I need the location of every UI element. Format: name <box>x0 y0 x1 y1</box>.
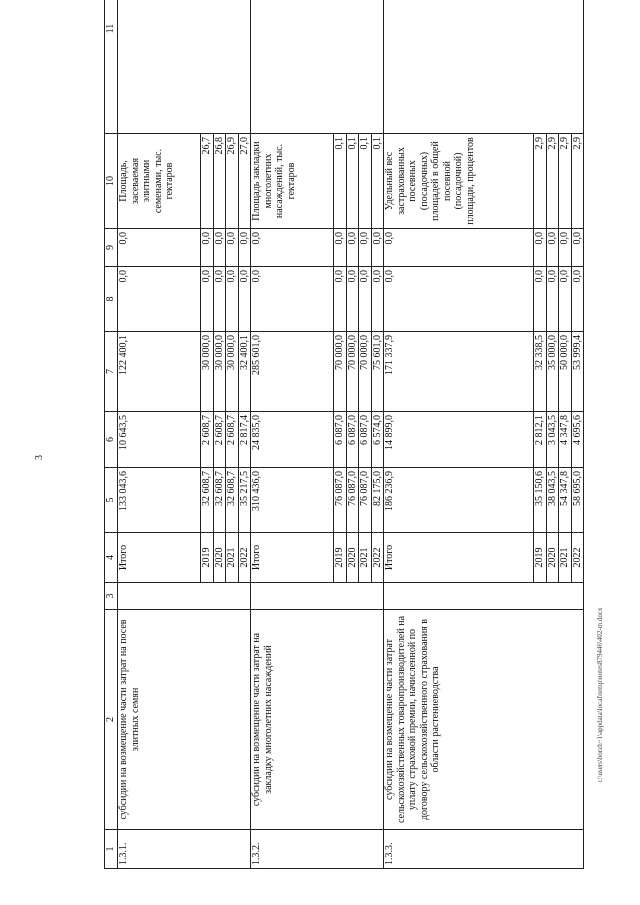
value-cell: 0,0 <box>213 229 226 267</box>
value-cell: 2,9 <box>534 134 547 229</box>
header-cell: 2 <box>105 610 118 830</box>
header-cell: 8 <box>105 267 118 332</box>
empty-cell <box>251 583 384 610</box>
year-cell: 2020 <box>213 533 226 583</box>
year-cell: 2022 <box>571 533 584 583</box>
value-cell: 38 043,5 <box>546 468 559 533</box>
total-value: 0,0 <box>251 267 334 332</box>
budget-table <box>104 0 584 869</box>
value-cell: 82 175,0 <box>371 468 384 533</box>
total-value: 310 436,0 <box>251 468 334 533</box>
total-value: 133 043,6 <box>118 468 201 533</box>
value-cell: 0,0 <box>359 267 372 332</box>
value-cell: 35 150,6 <box>534 468 547 533</box>
indicator-name: Площадь, засеваемая элитными семенами, тыс. гектаров <box>118 134 201 229</box>
year-cell: 2019 <box>534 533 547 583</box>
page-number: 3 <box>34 455 45 460</box>
value-cell: 3 043,5 <box>546 412 559 468</box>
value-cell: 26,8 <box>213 134 226 229</box>
value-cell: 0,0 <box>226 267 239 332</box>
total-value: 14 899,0 <box>384 412 534 468</box>
value-cell: 2,9 <box>546 134 559 229</box>
year-cell: 2019 <box>334 533 347 583</box>
total-value: 285 601,0 <box>251 332 334 412</box>
total-label: Итого <box>384 533 534 583</box>
value-cell: 0,0 <box>546 229 559 267</box>
value-cell: 6 087,0 <box>359 412 372 468</box>
empty-cell <box>251 0 384 134</box>
value-cell: 30 000,0 <box>201 332 214 412</box>
value-cell: 6 574,0 <box>371 412 384 468</box>
section-total-row <box>384 0 534 869</box>
value-cell: 76 087,0 <box>334 468 347 533</box>
header-cell: 11 <box>105 0 118 134</box>
value-cell: 2 812,1 <box>534 412 547 468</box>
section-code: 1.3.1. <box>118 830 251 869</box>
empty-cell <box>118 583 251 610</box>
total-value: 0,0 <box>118 267 201 332</box>
value-cell: 70 000,0 <box>334 332 347 412</box>
total-value: 186 236,9 <box>384 468 534 533</box>
file-path-footer: c:\users\borzh~1\appdata\local\temp\notes879446\402-m.docx <box>596 607 604 783</box>
value-cell: 75 601,0 <box>371 332 384 412</box>
value-cell: 0,0 <box>534 267 547 332</box>
total-value: 0,0 <box>251 229 334 267</box>
value-cell: 30 000,0 <box>226 332 239 412</box>
empty-cell <box>384 0 584 134</box>
value-cell: 0,0 <box>559 267 572 332</box>
year-cell: 2021 <box>559 533 572 583</box>
value-cell: 2 608,7 <box>201 412 214 468</box>
year-cell: 2020 <box>346 533 359 583</box>
year-cell: 2019 <box>201 533 214 583</box>
value-cell: 27,0 <box>238 134 251 229</box>
value-cell: 2,9 <box>559 134 572 229</box>
value-cell: 2 608,7 <box>226 412 239 468</box>
year-cell: 2021 <box>226 533 239 583</box>
value-cell: 0,1 <box>346 134 359 229</box>
indicator-name: Площадь закладки многолетних насаждений, тыс. гектаров <box>251 134 334 229</box>
value-cell: 4 695,6 <box>571 412 584 468</box>
section-name: субсидии на возмещение части затрат на закладку многолетних насаждений <box>251 610 384 830</box>
total-value: 0,0 <box>118 229 201 267</box>
value-cell: 26,7 <box>201 134 214 229</box>
section-total-row <box>251 0 334 869</box>
value-cell: 0,0 <box>571 229 584 267</box>
value-cell: 54 347,8 <box>559 468 572 533</box>
value-cell: 0,0 <box>334 229 347 267</box>
header-cell: 4 <box>105 533 118 583</box>
total-value: 171 337,9 <box>384 332 534 412</box>
value-cell: 0,0 <box>201 229 214 267</box>
header-cell: 3 <box>105 583 118 610</box>
value-cell: 0,0 <box>238 267 251 332</box>
value-cell: 0,0 <box>371 229 384 267</box>
value-cell: 6 087,0 <box>334 412 347 468</box>
value-cell: 32 608,7 <box>213 468 226 533</box>
section-total-row <box>118 0 201 869</box>
section-code: 1.3.2. <box>251 830 384 869</box>
indicator-name: Удельный вес застрахованных посевных (посадочных) площадей в общей посевной (посадочной) площади, процентов <box>384 134 534 229</box>
header-cell: 5 <box>105 468 118 533</box>
value-cell: 35 217,5 <box>238 468 251 533</box>
value-cell: 50 000,0 <box>559 332 572 412</box>
total-value: 24 835,0 <box>251 412 334 468</box>
value-cell: 2 817,4 <box>238 412 251 468</box>
value-cell: 26,9 <box>226 134 239 229</box>
value-cell: 2 608,7 <box>213 412 226 468</box>
value-cell: 32 608,7 <box>201 468 214 533</box>
value-cell: 4 347,8 <box>559 412 572 468</box>
year-cell: 2022 <box>371 533 384 583</box>
empty-cell <box>118 0 251 134</box>
total-value: 10 643,5 <box>118 412 201 468</box>
value-cell: 32 338,5 <box>534 332 547 412</box>
value-cell: 0,1 <box>359 134 372 229</box>
value-cell: 0,0 <box>201 267 214 332</box>
value-cell: 0,0 <box>334 267 347 332</box>
value-cell: 35 000,0 <box>546 332 559 412</box>
section-code: 1.3.3. <box>384 830 584 869</box>
value-cell: 0,0 <box>346 229 359 267</box>
value-cell: 0,1 <box>371 134 384 229</box>
value-cell: 0,0 <box>559 229 572 267</box>
value-cell: 0,0 <box>213 267 226 332</box>
empty-cell <box>384 583 584 610</box>
value-cell: 0,0 <box>226 229 239 267</box>
header-cell: 6 <box>105 412 118 468</box>
value-cell: 32 400,1 <box>238 332 251 412</box>
value-cell: 76 087,0 <box>359 468 372 533</box>
value-cell: 0,0 <box>371 267 384 332</box>
value-cell: 76 087,0 <box>346 468 359 533</box>
value-cell: 0,0 <box>238 229 251 267</box>
rotated-table-page <box>104 24 609 869</box>
value-cell: 0,0 <box>546 267 559 332</box>
total-value: 0,0 <box>384 267 534 332</box>
year-cell: 2020 <box>546 533 559 583</box>
value-cell: 0,0 <box>534 229 547 267</box>
value-cell: 32 608,7 <box>226 468 239 533</box>
value-cell: 58 695,0 <box>571 468 584 533</box>
year-cell: 2022 <box>238 533 251 583</box>
value-cell: 0,1 <box>334 134 347 229</box>
value-cell: 53 999,4 <box>571 332 584 412</box>
value-cell: 2,9 <box>571 134 584 229</box>
section-name: субсидии на возмещение части затрат на посев элитных семян <box>118 610 251 830</box>
header-cell: 1 <box>105 830 118 869</box>
total-value: 0,0 <box>384 229 534 267</box>
header-cell: 9 <box>105 229 118 267</box>
value-cell: 0,0 <box>359 229 372 267</box>
header-cell: 10 <box>105 134 118 229</box>
value-cell: 0,0 <box>346 267 359 332</box>
value-cell: 30 000,0 <box>213 332 226 412</box>
total-label: Итого <box>251 533 334 583</box>
total-value: 122 400,1 <box>118 332 201 412</box>
value-cell: 70 000,0 <box>359 332 372 412</box>
value-cell: 0,0 <box>571 267 584 332</box>
value-cell: 70 000,0 <box>346 332 359 412</box>
value-cell: 6 087,0 <box>346 412 359 468</box>
header-cell: 7 <box>105 332 118 412</box>
year-cell: 2021 <box>359 533 372 583</box>
section-name: субсидии на возмещение части затрат сельскохозяйственных товаропроизводителей на уплату страховой премии, начисленной по договору сельскохозяйственного страхования в области растениеводства <box>384 610 584 830</box>
total-label: Итого <box>118 533 201 583</box>
column-number-row <box>105 0 118 869</box>
